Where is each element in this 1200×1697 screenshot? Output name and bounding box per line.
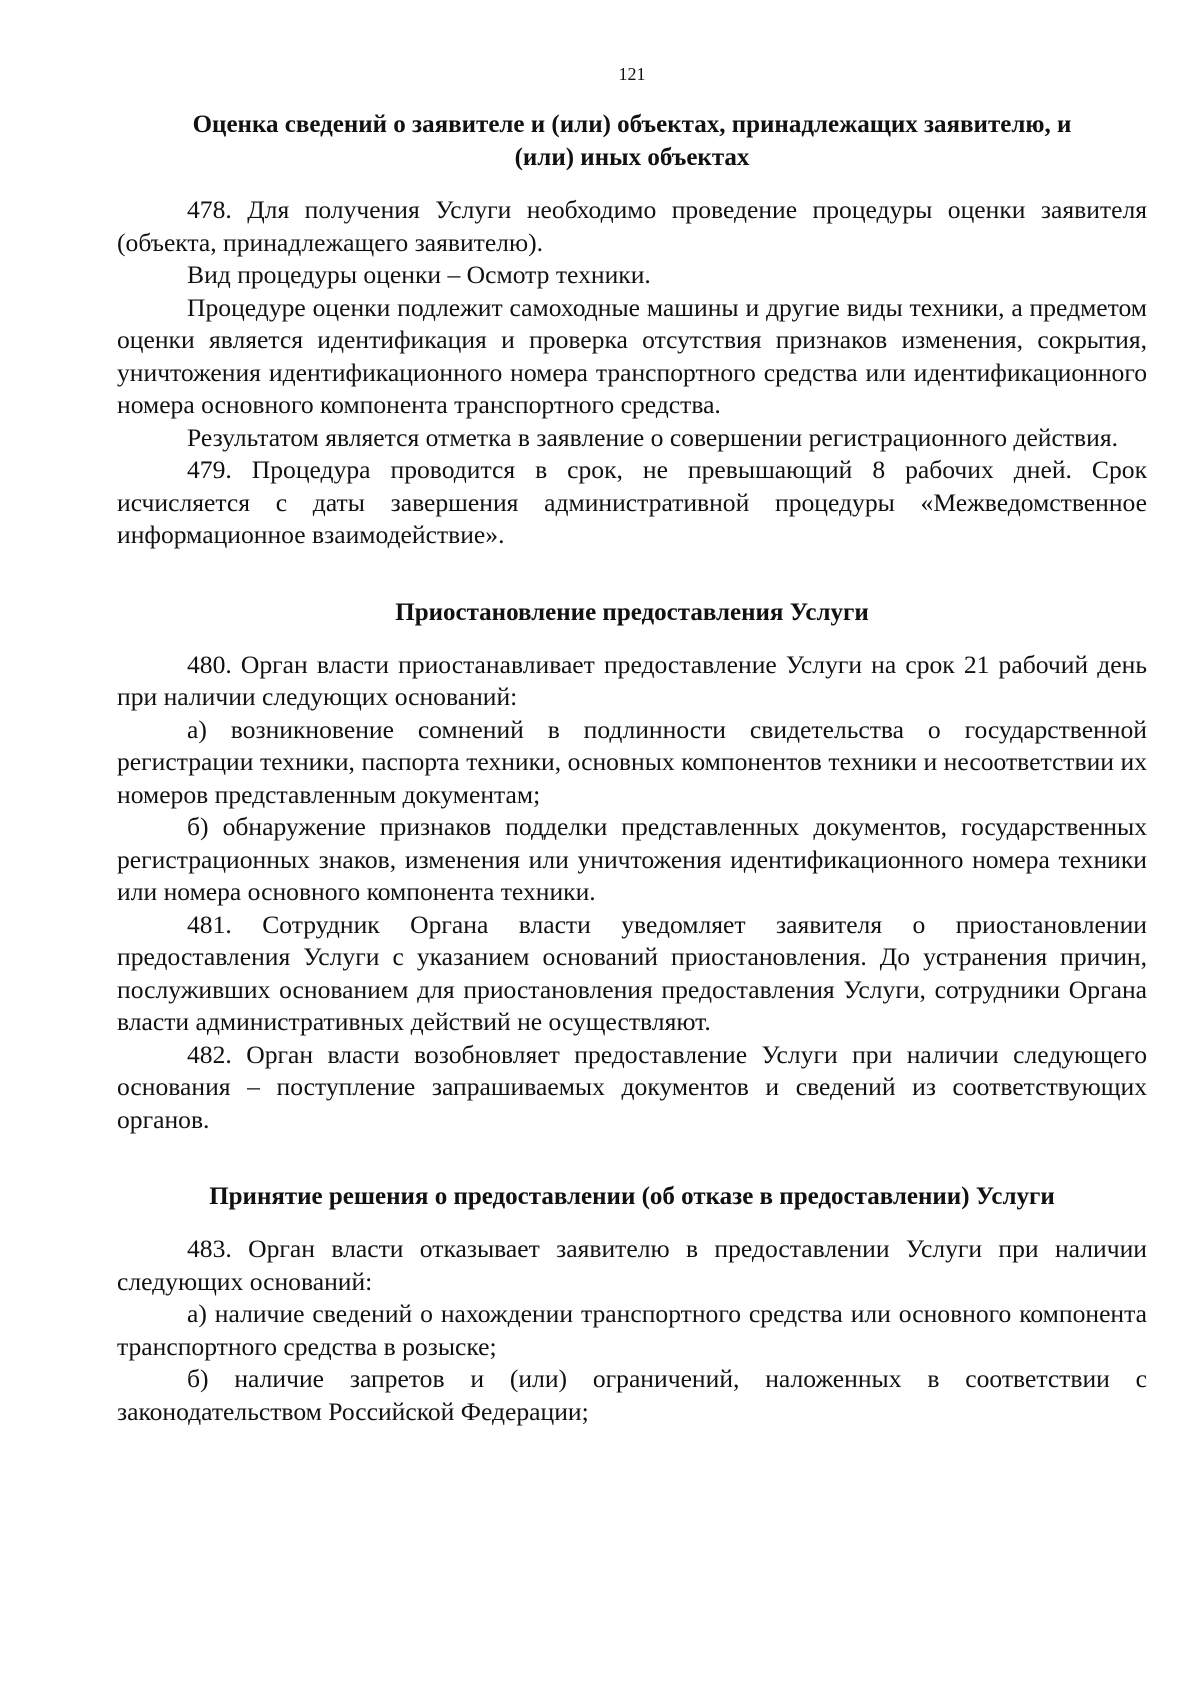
paragraph-480-b: б) обнаружение признаков подделки представленных документов, государственных регистрационных знаков, изменения или уничтожения идентификационного номера техники или номера основного компонента техники. [117, 812, 1147, 906]
section-title-suspension: Приостановление предоставления Услуги [395, 598, 869, 626]
section-title-assessment-line1: Оценка сведений о заявителе и (или) объектах, принадлежащих заявителю, и [192, 111, 1072, 138]
paragraph-479: 479. Процедура проводится в срок, не превышающий 8 рабочих дней. Срок исчисляется с даты завершения административной процедуры «Межведомственное информационное взаимодействие». [117, 455, 1147, 549]
paragraph-481: 481. Сотрудник Органа власти уведомляет заявителя о приостановлении предоставления Услуги с указанием оснований приостановления. До устранения причин, послуживших основанием для приостановления предоставления Услуги, сотрудники Органа власти административных действий не осуществляют. [117, 909, 1147, 1036]
paragraph-483-b: б) наличие запретов и (или) ограничений, наложенных в соответствии с законодательством Российской Федерации; [117, 1364, 1147, 1426]
paragraph-482: 482. Орган власти возобновляет предоставление Услуги при наличии следующего основания – поступление запрашиваемых документов и сведений из соответствующих органов. [117, 1039, 1147, 1134]
section-title-decision: Принятие решения о предоставлении (об отказе в предоставлении) Услуги [209, 1183, 1055, 1210]
paragraph-480: 480. Орган власти приостанавливает предоставление Услуги на срок 21 рабочий день при наличии следующих оснований: [117, 649, 1147, 711]
paragraph-assessment-result: Результатом является отметка в заявление о совершении регистрационного действия. [187, 422, 1118, 452]
page-number: 121 [618, 64, 646, 84]
section-decision [117, 1180, 1147, 1428]
section-title-assessment-line2: (или) иных объектах [514, 144, 750, 171]
paragraph-483: 483. Орган власти отказывает заявителю в предоставлении Услуги при наличии следующих оснований: [117, 1234, 1147, 1296]
paragraph-assessment-subject: Процедуре оценки подлежит самоходные машины и другие виды техники, а предметом оценки является идентификация и проверка отсутствия признаков изменения, сокрытия, уничтожения идентификационного номера транспортного средства или идентификационного номера основного компонента транспортного средства. [117, 292, 1147, 419]
paragraph-483-a: а) наличие сведений о нахождении транспортного средства или основного компонента транспортного средства в розыске; [117, 1299, 1147, 1361]
paragraph-assessment-type: Вид процедуры оценки – Осмотр техники. [187, 260, 651, 289]
section-assessment [117, 108, 1147, 552]
paragraph-478: 478. Для получения Услуги необходимо проведение процедуры оценки заявителя (объекта, принадлежащего заявителю). [117, 195, 1147, 257]
paragraph-480-a: а) возникновение сомнений в подлинности свидетельства о государственной регистрации техники, паспорта техники, основных компонентов техники и несоответствии их номеров представленным документам; [117, 714, 1147, 809]
document-page [117, 62, 1147, 1428]
section-suspension [117, 596, 1147, 1137]
